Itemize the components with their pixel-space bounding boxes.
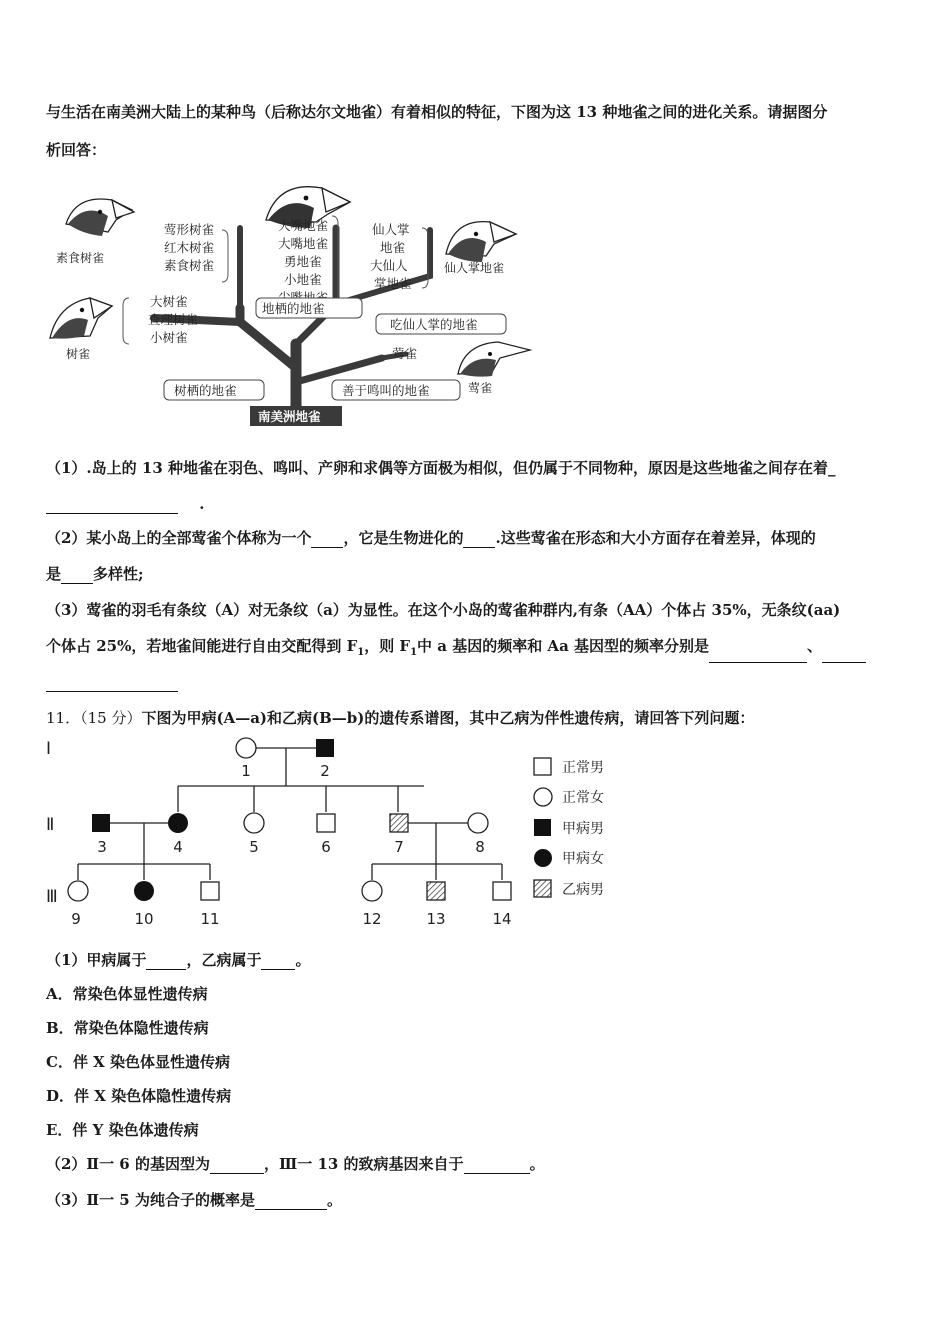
left-tree-finch-species bbox=[164, 222, 215, 273]
individual-number: 6 bbox=[321, 838, 331, 856]
individual-7 bbox=[390, 814, 408, 832]
q11-number: 11．（15 分） bbox=[46, 709, 142, 727]
q10-1-line-2 bbox=[46, 494, 910, 514]
answer-blank[interactable] bbox=[822, 646, 866, 663]
individual-8 bbox=[468, 813, 488, 833]
q10-1-line-1: （1）.岛上的 13 种地雀在羽色、鸣叫、产卵和求偶等方面极为相似，但仍属于不同物种，原因是这些地雀之间存在着_ bbox=[46, 459, 836, 477]
intro-line-1: 与生活在南美洲大陆上的某种鸟（后称达尔文地雀）有着相似的特征，下图为这 13 种地雀之间的进化关系。请据图分 bbox=[46, 103, 828, 121]
individual-number: 11 bbox=[200, 910, 220, 928]
answer-blank[interactable] bbox=[463, 531, 495, 548]
generation-label: Ⅲ bbox=[46, 887, 58, 907]
label-cactus-finch: 仙人掌地雀 bbox=[444, 261, 505, 275]
q10-3-line-3 bbox=[46, 672, 910, 692]
generation-label: Ⅱ bbox=[46, 815, 55, 835]
q11-2-text-b: ，Ⅲ一 13 的致病基因来自于 bbox=[263, 1155, 464, 1173]
q11-3-end: 。 bbox=[326, 1191, 342, 1209]
option-d[interactable]: D．伴 X 染色体隐性遗传病 bbox=[46, 1087, 232, 1105]
individual-1 bbox=[236, 738, 256, 758]
legend-label: 乙病男 bbox=[562, 882, 604, 898]
warbler-finch-head-icon bbox=[458, 342, 530, 377]
label-cactus-eaters: 吃仙人掌的地雀 bbox=[390, 317, 478, 332]
individual-13 bbox=[427, 882, 445, 900]
generation-label: Ⅰ bbox=[46, 739, 52, 759]
answer-blank[interactable] bbox=[61, 567, 93, 584]
legend-disease-a-male-icon bbox=[534, 819, 551, 836]
answer-blank[interactable] bbox=[210, 1157, 264, 1174]
q11-2-end: 。 bbox=[529, 1155, 545, 1173]
individual-4 bbox=[168, 813, 188, 833]
individual-3 bbox=[92, 814, 110, 832]
q10-3-line-1: （3）莺雀的羽毛有条纹（A）对无条纹（a）为显性。在这个小岛的莺雀种群内,有条（AA）个体占 35%，无条纹(aa) bbox=[46, 601, 841, 619]
species-item: 小树雀 bbox=[150, 330, 188, 345]
label-vegetarian-finch: 素食树雀 bbox=[56, 251, 105, 265]
q11-2 bbox=[46, 1154, 910, 1174]
individual-2 bbox=[316, 739, 334, 757]
individual-number: 9 bbox=[71, 910, 81, 928]
individual-5 bbox=[244, 813, 264, 833]
species-item: 小地雀 bbox=[284, 272, 322, 287]
individual-number: 8 bbox=[475, 838, 485, 856]
species-item: 仙人掌 bbox=[372, 222, 410, 237]
legend-normal-male-icon bbox=[534, 758, 551, 775]
individual-number: 10 bbox=[134, 910, 154, 928]
label-tree-finch: 树雀 bbox=[66, 347, 91, 361]
individual-11 bbox=[201, 882, 219, 900]
species-item: 大嘴地雀 bbox=[278, 218, 329, 233]
q11-1-end: 。 bbox=[295, 951, 311, 969]
intro-line-2: 析回答： bbox=[46, 141, 107, 159]
q10-2-text-c: .这些莺雀在形态和大小方面存在着差异，体现的 bbox=[495, 529, 816, 547]
individual-number: 14 bbox=[492, 910, 512, 928]
pedigree-chart bbox=[40, 730, 640, 936]
option-b[interactable]: B．常染色体隐性遗传病 bbox=[46, 1019, 209, 1037]
subscript: 1 bbox=[357, 647, 365, 658]
option-e[interactable]: E．伴 Y 染色体遗传病 bbox=[46, 1121, 199, 1139]
tree-finch-head-icon bbox=[50, 298, 112, 339]
individual-6 bbox=[317, 814, 335, 832]
individual-9 bbox=[68, 881, 88, 901]
individual-number: 12 bbox=[362, 910, 382, 928]
answer-blank[interactable] bbox=[255, 1193, 327, 1210]
individual-number: 3 bbox=[97, 838, 107, 856]
legend-disease-b-male-icon bbox=[534, 880, 551, 897]
q10-2-line-1 bbox=[46, 528, 910, 548]
option-a[interactable]: A．常染色体显性遗传病 bbox=[46, 985, 208, 1003]
q10-3-text-c: 中 a 基因的频率和 Aa 基因型的频率分别是 bbox=[417, 637, 710, 655]
tree-finch-species bbox=[148, 294, 199, 345]
q11-header-text: 下图为甲病(A—a)和乙病(B—b)的遗传系谱图，其中乙病为伴性遗传病，请回答下列问题： bbox=[141, 709, 755, 727]
individual-number: 13 bbox=[426, 910, 446, 928]
q10-2-text-a: （2）某小岛上的全部莺雀个体称为一个 bbox=[46, 529, 312, 547]
ground-finch-species bbox=[278, 218, 329, 305]
q11-header bbox=[46, 708, 910, 728]
q11-1-text-b: ，乙病属于 bbox=[186, 951, 262, 969]
species-item: 莺形树雀 bbox=[164, 222, 215, 237]
answer-blank[interactable] bbox=[46, 675, 178, 692]
species-item: 勇地雀 bbox=[284, 254, 322, 269]
species-item: 大嘴地雀 bbox=[278, 236, 329, 251]
q11-1 bbox=[46, 950, 910, 970]
individual-10 bbox=[134, 881, 154, 901]
legend-label: 甲病男 bbox=[562, 821, 604, 837]
branch-warbler bbox=[296, 358, 382, 382]
answer-blank[interactable] bbox=[311, 531, 343, 548]
label-warbler: 莺雀 bbox=[468, 381, 493, 395]
option-c[interactable]: C．伴 X 染色体显性遗传病 bbox=[46, 1053, 231, 1071]
label-singing-ground-finches: 善于鸣叫的地雀 bbox=[342, 383, 430, 398]
species-item: 大树雀 bbox=[150, 294, 188, 309]
q11-3 bbox=[46, 1190, 910, 1210]
individual-number: 1 bbox=[241, 762, 251, 780]
label-warbler-branch: 莺雀 bbox=[392, 346, 418, 361]
answer-blank[interactable] bbox=[464, 1157, 530, 1174]
subscript: 1 bbox=[410, 647, 418, 658]
species-item: 查理树雀 bbox=[148, 312, 199, 327]
q10-2-text-e: 多样性; bbox=[93, 565, 144, 583]
species-item: 红木树雀 bbox=[164, 240, 215, 255]
cactus-ground-finch-head-icon bbox=[446, 222, 516, 262]
vegetarian-finch-head-icon bbox=[66, 199, 134, 236]
species-item: 掌地雀 bbox=[374, 276, 412, 291]
cactus-finch-species bbox=[370, 222, 412, 291]
q10-2-text-b: ，它是生物进化的 bbox=[343, 529, 464, 547]
q11-3-text-a: （3）Ⅱ一 5 为纯合子的概率是 bbox=[46, 1191, 255, 1209]
answer-blank[interactable] bbox=[709, 646, 807, 663]
q10-3-sep: 、 bbox=[807, 637, 823, 655]
q10-2-line-2 bbox=[46, 564, 910, 584]
individual-number: 4 bbox=[173, 838, 183, 856]
answer-blank[interactable] bbox=[261, 953, 295, 970]
legend-label: 正常男 bbox=[562, 760, 604, 776]
legend-label: 甲病女 bbox=[562, 851, 604, 867]
q11-1-text-a: （1）甲病属于 bbox=[46, 951, 147, 969]
label-tree-ground-finches: 树栖的地雀 bbox=[174, 383, 237, 398]
individual-number: 5 bbox=[249, 838, 259, 856]
answer-blank[interactable] bbox=[46, 497, 178, 514]
q11-2-text-a: （2）Ⅱ一 6 的基因型为 bbox=[46, 1155, 210, 1173]
q10-1-end: . bbox=[199, 495, 205, 513]
q10-2-text-d: 是 bbox=[46, 565, 62, 583]
individual-12 bbox=[362, 881, 382, 901]
species-item: 素食树雀 bbox=[164, 258, 215, 273]
legend-disease-a-female-icon bbox=[534, 849, 552, 867]
label-south-american-finch: 南美洲地雀 bbox=[258, 409, 321, 424]
q10-3-text-b: ，则 F bbox=[364, 637, 411, 655]
answer-blank[interactable] bbox=[146, 953, 186, 970]
finch-evolution-figure bbox=[44, 168, 534, 430]
pedigree-legend bbox=[534, 758, 604, 898]
individual-number: 7 bbox=[394, 838, 404, 856]
individual-number: 2 bbox=[320, 762, 330, 780]
species-item: 地雀 bbox=[380, 240, 406, 255]
legend-normal-female-icon bbox=[534, 788, 552, 806]
label-ground-finches: 地栖的地雀 bbox=[262, 301, 325, 316]
species-item: 大仙人 bbox=[370, 258, 408, 273]
q10-3-line-2 bbox=[46, 636, 910, 663]
individual-14 bbox=[493, 882, 511, 900]
q10-3-text-a: 个体占 25%，若地雀间能进行自由交配得到 F bbox=[46, 637, 358, 655]
legend-label: 正常女 bbox=[562, 790, 604, 806]
